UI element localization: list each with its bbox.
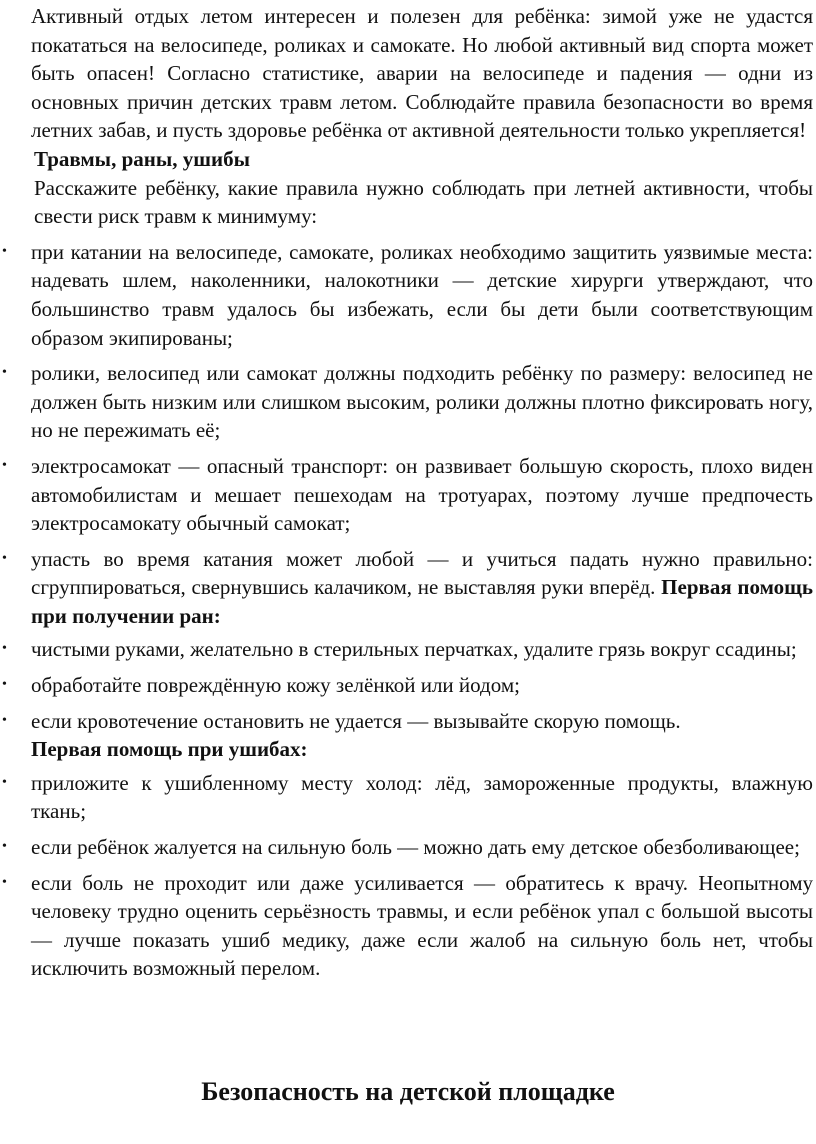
list-item: • если боль не проходит или даже усиливается — обратитесь к врачу. Неопытному человеку трудно оценить серьёзность травмы, и если ребёнок упал с большой высоты — лучше показать ушиб медику, даже если жалоб на сильную боль нет, чтобы исключить возможный перелом.: [2, 870, 813, 981]
next-section-heading: Безопасность на детской площадке: [201, 1077, 615, 1106]
list-item: • ролики, велосипед или самокат должны подходить ребёнку по размеру: велосипед не должен быть низким или слишком высоким, ролики должны плотно фиксировать ногу, но не пережимать её;: [2, 361, 813, 443]
bruises-first-aid-list: [2, 769, 813, 983]
list-item: • электросамокат — опасный транспорт: он развивает большую скорость, плохо виден автомобилистам и мешает пешеходам на тротуарах, поэтому лучше предпочесть электросамокату обычный самокат;: [2, 453, 813, 536]
list-item: • упасть во время катания может любой — и учиться падать нужно правильно: сгруппироваться, свернувшись калачиком, не выставляя руки вперёд. Первая помощь при получении ран:: [2, 546, 813, 628]
bullet-icon: •: [2, 774, 7, 790]
list-item: • обработайте повреждённую кожу зелёнкой или йодом;: [31, 671, 813, 700]
bullet-icon: •: [2, 457, 7, 473]
section-heading-wounds: Первая помощь при получении ран:: [31, 575, 813, 628]
section-heading-injuries: Травмы, раны, ушибы: [34, 146, 250, 171]
safety-rules-list: [2, 238, 813, 631]
document-page: [2, 0, 813, 983]
list-item: • если ребёнок жалуется на сильную боль — можно дать ему детское обезболивающее;: [31, 833, 813, 862]
bullet-icon: •: [2, 677, 7, 693]
section-lead: Расскажите ребёнку, какие правила нужно соблюдать при летней активности, чтобы свести риск травм к минимуму:: [34, 175, 813, 229]
bullet-icon: •: [2, 874, 7, 890]
section-heading-bruises: Первая помощь при ушибах:: [31, 737, 308, 762]
wounds-first-aid-list: [2, 635, 813, 763]
list-item: • приложите к ушибленному месту холод: лёд, замороженные продукты, влажную ткань;: [2, 770, 813, 824]
list-item: • при катании на велосипеде, самокате, роликах необходимо защитить уязвимые места: надевать шлем, наколенники, налокотники — детские хирурги утверждают, что большинство травм удалось бы избежать, если бы дети были соответствующим образом экипированы;: [2, 239, 813, 350]
bullet-icon: •: [2, 839, 7, 855]
list-item: • чистыми руками, желательно в стерильных перчатках, удалите грязь вокруг ссадины;: [31, 635, 813, 664]
bullet-icon: •: [2, 712, 7, 728]
bullet-icon: •: [2, 641, 7, 657]
bullet-icon: •: [2, 243, 7, 259]
list-item: • если кровотечение остановить не удается — вызывайте скорую помощь. Первая помощь при ушибах:: [2, 708, 681, 762]
bullet-icon: •: [2, 550, 7, 566]
intro-paragraph: Активный отдых летом интересен и полезен для ребёнка: зимой уже не удастся покататься на велосипеде, роликах и самокате. Но любой активный вид спорта может быть опасен! Согласно статистике, аварии на велосипеде и падения — одни из основных причин детских травм летом. Соблюдайте правила безопасности во время летних забав, и пусть здоровье ребёнка от активной деятельности только укрепляется!: [31, 4, 813, 143]
bullet-icon: •: [2, 365, 7, 381]
